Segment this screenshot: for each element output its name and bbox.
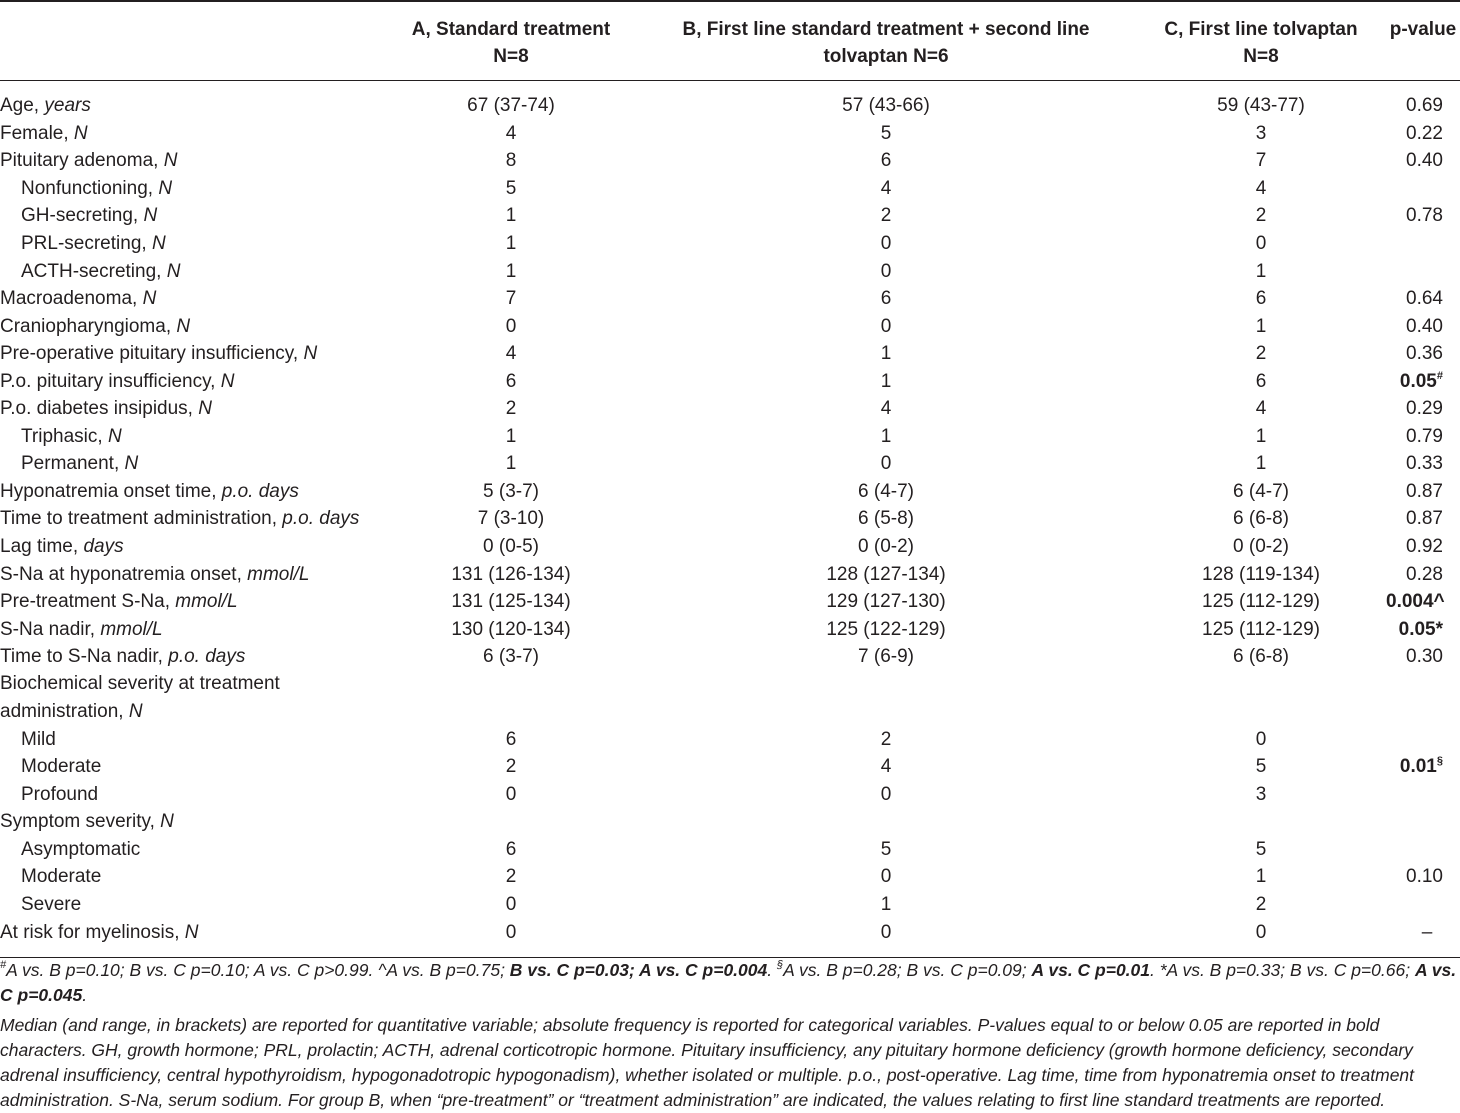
row-label [0,312,386,340]
cell-group-c: 3 [1255,122,1267,144]
cell-group-c: 2 [1255,343,1267,365]
cell-p-value [1386,312,1460,340]
cell-group-b: 1 [880,370,892,392]
cell-group-c: 5 [1255,838,1267,860]
cell-group-b: 0 [880,453,892,475]
row-unit: mmol/L [100,618,163,640]
table-row [0,533,1460,561]
cell-group-a: 6 [505,370,517,392]
row-label-text: S-Na at hyponatremia onset, [0,563,248,585]
cell-group-a: 5 [505,177,517,199]
table-row [0,670,1460,725]
cell-group-c: 0 (0-2) [1233,536,1289,558]
cell-p-value [1386,533,1460,561]
cell-p-value [1386,340,1460,368]
table-row [0,285,1460,313]
empty-cells [386,670,1460,725]
cell-p-value [1386,918,1460,957]
cell-group-a: 0 [386,918,636,957]
p-value-text: 0.87 [1406,508,1443,530]
cell-group-c: 5 [1255,756,1267,778]
row-label-text: Symptom severity, [0,811,161,833]
row-unit: years [44,95,91,117]
table-row [0,781,1460,809]
row-label-text: Moderate [21,756,102,778]
row-label-text: Asymptomatic [21,838,141,860]
row-unit: N [124,453,139,475]
table-body [0,81,1460,958]
cell-group-b: 4 [880,398,892,420]
cell-group-c: 4 [1255,177,1267,199]
table-row [0,863,1460,891]
cell-group-c: 1 [1255,866,1267,888]
cell-group-b: 6 (4-7) [858,480,914,502]
cell-group-a: 5 (3-7) [483,480,539,502]
header-group-c [1136,2,1386,81]
row-label-text: At risk for myelinosis, [0,921,185,943]
cell-group-c: 7 [1255,150,1267,172]
row-label [0,423,386,451]
cell-group-c: 2 [1255,205,1267,227]
cell-p-value [1386,175,1460,203]
cell-group-c: 128 (119-134) [1202,563,1320,585]
row-label-text: Age, [0,95,45,117]
cell-p-value [1386,120,1460,148]
cell-group-c: 6 (6-8) [1233,646,1289,668]
cell-p-value [1386,147,1460,175]
row-label [0,725,386,753]
cell-p-value [1386,230,1460,258]
footnote-legend: Median (and range, in brackets) are reported for quantitative variable; absolute frequency is reported for categorical variables. P-values equal to or below 0.05 are reported in bold characters. GH, growth hormone; PRL, prolactin; ACTH, adrenal corticotropic hormone. Pituitary insufficiency, any pituitary hormone deficiency (growth hormone deficiency, secondary adrenal insufficiency, central hypothyroidism, hypogonadotropic hypogonadism), whether isolated or multiple. p.o., post-operative. Lag time, time from hyponatremia onset to treatment administration. S-Na, serum sodium. For group B, when “pre-treatment” or “treatment administration” are indicated, the values relating to first line standard treatments are reported. [0,1015,1415,1110]
row-label [0,533,386,561]
cell-group-a: 0 (0-5) [483,536,539,558]
empty-cells [386,808,1460,836]
header-group-a-line2: N=8 [493,46,529,67]
row-unit: N [160,811,174,833]
footnote-section-end: . [1150,960,1160,980]
row-label [0,478,386,506]
row-unit: p.o. days [221,480,299,502]
cell-group-c: 0 [1255,233,1267,254]
row-label-text: Pre-treatment S-Na, [0,591,176,613]
table-row [0,120,1460,148]
cell-group-b: 6 [880,288,892,310]
row-label [0,230,386,258]
cell-group-b: 0 [880,866,892,888]
p-value-footnote-mark: # [1436,369,1443,382]
footnote-section-text: A vs. B p=0.28; B vs. C p=0.09; [783,960,1032,980]
row-unit: N [143,205,158,227]
table-row [0,395,1460,423]
header-group-c-line1: C, First line tolvaptan [1164,19,1358,40]
table-row [0,560,1460,588]
row-label [0,918,386,957]
row-label-text: S-Na nadir, [0,618,101,640]
row-label-text: Biochemical severity at treatment administration, [0,673,280,722]
cell-p-value [1386,202,1460,230]
row-label [0,781,386,809]
cell-group-a: 0 [505,783,517,805]
row-label [0,340,386,368]
row-unit: N [158,177,173,199]
row-unit: N [184,921,199,943]
row-label-text: Hyponatremia onset time, [0,480,222,502]
p-value-text: 0.05* [1398,618,1443,640]
footnote-hash-text: A vs. B p=0.10; B vs. C p=0.10; A vs. C p>0.99. [6,960,379,980]
cell-group-a: 0 [505,315,517,337]
cell-group-a: 1 [505,205,517,227]
cell-p-value [1386,891,1460,919]
footnote-hash-mark: # [0,959,7,971]
row-label-text: Pre-operative pituitary insufficiency, [0,343,304,365]
cell-group-c: 0 [1136,918,1386,957]
cell-group-c: 1 [1255,453,1267,475]
footnote-section-bold: A vs. C p=0.01 [1031,960,1151,980]
row-unit: N [151,233,166,254]
cell-group-a: 2 [505,398,517,420]
row-unit: N [128,700,143,722]
cell-p-value [1386,505,1460,533]
p-value-text: 0.40 [1406,150,1443,172]
p-value-text: 0.69 [1406,95,1443,117]
cell-group-b: 0 [880,260,892,282]
cell-group-a: 2 [505,866,517,888]
cell-p-value [1386,588,1460,616]
row-label [0,202,386,230]
cell-group-a: 130 (120-134) [451,618,571,640]
table-row [0,615,1460,643]
row-label [0,505,386,533]
cell-group-b: 1 [880,343,892,365]
cell-group-a: 67 (37-74) [467,95,555,117]
row-label [0,808,386,836]
cell-group-b: 0 [880,233,892,254]
row-label [0,367,386,395]
cell-p-value [1386,450,1460,478]
row-unit: mmol/L [175,591,238,613]
footnote-significance [0,958,1460,1008]
table-header [0,1,1460,81]
cell-group-b: 5 [880,838,892,860]
row-unit: N [163,150,178,172]
footnote-caret-text: ^A vs. B p=0.75; [378,960,510,980]
table-row [0,725,1460,753]
header-group-a-line1: A, Standard treatment [411,19,611,40]
cell-group-c: 59 (43-77) [1217,95,1305,117]
cell-group-b: 128 (127-134) [826,563,946,585]
header-group-a [386,2,636,81]
table-row [0,340,1460,368]
cell-p-value [1386,285,1460,313]
row-label [0,81,386,120]
cell-group-c: 6 [1255,370,1267,392]
cell-group-a: 8 [505,150,517,172]
table-row [0,367,1460,395]
row-label-text: Time to treatment administration, [0,508,283,530]
footnote-star-end: . [82,985,88,1005]
row-label-text: Triphasic, [21,425,108,447]
cell-group-c: 125 (112-129) [1202,591,1320,613]
table-row [0,588,1460,616]
row-label-text: Craniopharyngioma, [0,315,177,337]
row-label [0,257,386,285]
row-unit: days [83,536,124,558]
table-row [0,505,1460,533]
row-label [0,120,386,148]
cell-group-a: 6 (3-7) [483,646,539,668]
footnote-caret-bold: B vs. C p=0.03; A vs. C p=0.004 [509,960,768,980]
row-label [0,643,386,671]
row-label [0,753,386,781]
row-label-text: Profound [21,783,99,805]
table-row [0,81,1460,120]
p-value-text: 0.40 [1406,315,1443,337]
row-unit: N [166,260,181,282]
footnote-caret-end: . [767,960,777,980]
cell-group-b: 2 [880,728,892,750]
table-row [0,643,1460,671]
row-label-text: PRL-secreting, [21,233,152,254]
row-label [0,395,386,423]
cell-group-a: 131 (126-134) [451,563,571,585]
row-label-text: Moderate [21,866,102,888]
cell-group-b: 6 (5-8) [858,508,914,530]
cell-group-a: 1 [505,425,517,447]
row-label [0,560,386,588]
header-group-b [636,2,1136,81]
footnote-star-bold: A vs. C p=0.045 [0,960,1457,1005]
row-label-text: ACTH-secreting, [21,260,167,282]
row-label-text: Permanent, [21,453,125,475]
row-label-text: P.o. pituitary insufficiency, [0,370,221,392]
row-unit: N [176,315,191,337]
table-row [0,478,1460,506]
cell-group-c: 6 (4-7) [1233,480,1289,502]
p-value-text: 0.10 [1406,866,1443,888]
row-unit: N [198,398,212,420]
cell-group-c: 2 [1255,894,1267,916]
row-label-text: Pituitary adenoma, [0,150,164,172]
cell-p-value [1386,753,1460,781]
cell-group-b: 0 [636,918,1136,957]
row-label [0,863,386,891]
row-label [0,285,386,313]
p-value-text: 0.29 [1406,398,1443,420]
cell-p-value [1386,395,1460,423]
cell-p-value [1386,367,1460,395]
cell-group-b: 0 (0-2) [858,536,914,558]
cell-group-a: 131 (125-134) [451,591,571,613]
cell-p-value [1386,863,1460,891]
p-value-text: 0.78 [1406,205,1443,227]
table-row [0,257,1460,285]
cell-group-a: 1 [505,233,517,254]
p-value-text: 0.01 [1399,756,1437,778]
table-row [0,202,1460,230]
table-row [0,891,1460,919]
cell-p-value [1386,725,1460,753]
p-value-text: 0.36 [1406,343,1443,365]
cell-group-c: 6 [1255,288,1267,310]
p-value-text: 0.64 [1406,288,1443,310]
footnote-star-text: *A vs. B p=0.33; B vs. C p=0.66; [1159,960,1415,980]
row-label-text: Female, [0,122,74,144]
row-label [0,147,386,175]
cell-p-value [1386,781,1460,809]
table-row [0,808,1460,836]
p-value-text: 0.30 [1406,646,1443,668]
row-label [0,450,386,478]
header-group-b-line1: B, First line standard treatment + second line [682,19,1090,40]
cell-group-a: 6 [505,728,517,750]
cell-group-a: 1 [505,453,517,475]
p-value-text: 0.92 [1406,536,1443,558]
cell-group-b: 2 [880,205,892,227]
cell-group-c: 1 [1255,315,1267,337]
row-label-text: GH-secreting, [21,205,144,227]
cell-group-c: 125 (112-129) [1202,618,1320,640]
row-label-text: Lag time, [0,536,84,558]
cell-group-b: 125 (122-129) [826,618,946,640]
cell-group-b: 5 [880,122,892,144]
row-label-text: Macroadenoma, [0,288,143,310]
cell-group-a: 2 [505,756,517,778]
cell-group-a: 0 [505,894,517,916]
cell-group-b: 4 [880,756,892,778]
cell-group-c: 1 [1255,260,1267,282]
row-unit: N [107,425,122,447]
table-row [0,918,1460,957]
row-label-text: Severe [21,894,82,916]
cell-group-c: 3 [1255,783,1267,805]
cell-group-a: 1 [505,260,517,282]
row-unit: N [220,370,235,392]
row-label [0,836,386,864]
row-label-text: Nonfunctioning, [21,177,159,199]
table-row [0,230,1460,258]
row-label [0,175,386,203]
cell-group-b: 1 [880,425,892,447]
p-value-text: 0.28 [1406,563,1443,585]
cell-group-b: 129 (127-130) [826,591,946,613]
table-row [0,423,1460,451]
cell-group-c: 0 [1255,728,1267,750]
table-row [0,312,1460,340]
cell-group-c: 6 (6-8) [1233,508,1289,530]
cell-p-value [1386,81,1460,120]
cell-group-b: 0 [880,783,892,805]
cell-group-a: 7 [505,288,517,310]
cell-group-a: 4 [505,343,517,365]
cell-group-b: 4 [880,177,892,199]
row-unit: N [142,288,157,310]
cell-group-b: 1 [880,894,892,916]
row-label-text: Mild [21,728,56,750]
cell-p-value [1386,423,1460,451]
footnote-section-mark: § [776,959,784,971]
cell-group-b: 57 (43-66) [842,95,930,117]
cell-group-c: 4 [1255,398,1267,420]
cell-group-a: 4 [505,122,517,144]
p-value-text: 0.05 [1399,370,1437,392]
p-value-text: 0.33 [1406,453,1443,475]
row-label [0,891,386,919]
cell-group-b: 6 [880,150,892,172]
cell-p-value [1386,560,1460,588]
p-value-footnote-mark: § [1436,755,1443,768]
cell-group-b: 0 [880,315,892,337]
header-group-c-line2: N=8 [1243,46,1279,67]
table-row [0,147,1460,175]
header-group-b-line2: tolvaptan N=6 [823,46,949,67]
row-unit: N [73,122,88,144]
p-value-text: 0.87 [1406,480,1443,502]
table-row [0,836,1460,864]
p-value-text: 0.22 [1406,122,1443,144]
row-label [0,670,386,725]
p-value-text: 0.004^ [1386,591,1445,613]
row-label-text: P.o. diabetes insipidus, [0,398,199,420]
cell-p-value [1386,478,1460,506]
header-label [0,2,386,81]
cell-p-value [1386,836,1460,864]
header-p-value: p-value [1386,2,1460,81]
row-unit: N [303,343,318,365]
cell-group-c: 1 [1255,425,1267,447]
table-row [0,175,1460,203]
row-unit: p.o. days [282,508,360,530]
table-row [0,753,1460,781]
cell-group-a: 6 [505,838,517,860]
row-unit: mmol/L [247,563,310,585]
cell-p-value [1386,643,1460,671]
p-value-text: 0.79 [1406,425,1443,447]
cell-group-a: 7 (3-10) [477,508,545,530]
table-row [0,450,1460,478]
cell-p-value [1386,615,1460,643]
row-label-text: Time to S-Na nadir, [0,646,169,668]
row-label [0,615,386,643]
row-unit: p.o. days [168,646,246,668]
cell-p-value [1386,257,1460,285]
row-label [0,588,386,616]
p-value-text: – [1421,921,1433,943]
cell-group-b: 7 (6-9) [858,646,914,668]
